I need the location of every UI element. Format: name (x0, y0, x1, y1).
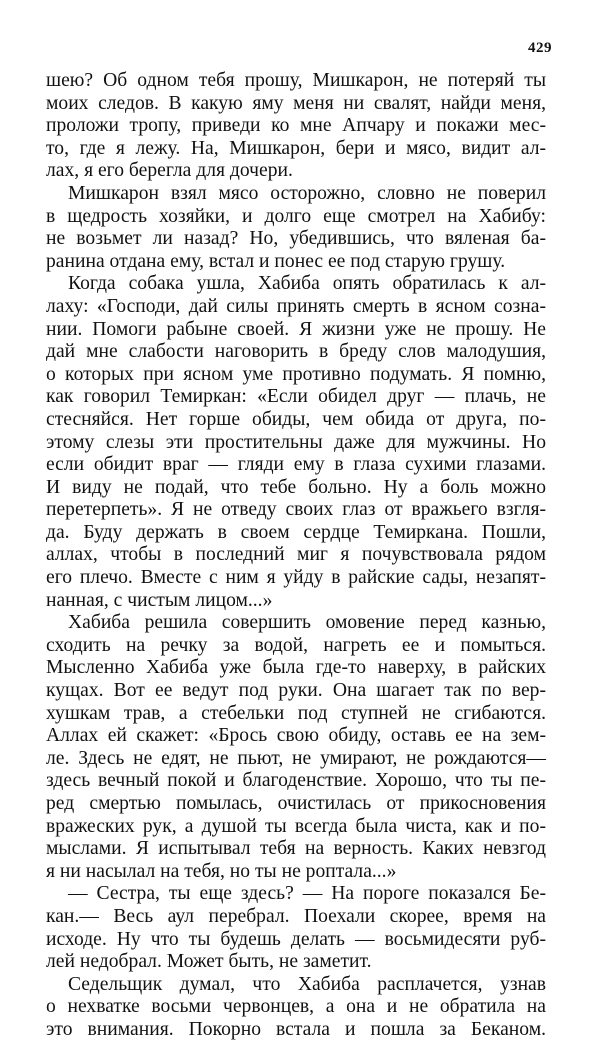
text-line: мыслами. Я испытывал тебя на верность. Каких невзгод (46, 838, 546, 860)
text-line: лах, я его берегла для дочери. (46, 160, 293, 182)
paragraph (46, 612, 546, 883)
text-line: кан.— Весь аул перебрал. Поехали скорее, время на (46, 905, 546, 927)
text-line: стесняйся. Нет горше обиды, чем обида от друга, по- (46, 408, 546, 430)
text-line: Мишкарон взял мясо осторожно, словно не поверил (68, 182, 546, 204)
text-line: ле. Здесь не едят, не пьют, не умирают, не рождаются— (46, 747, 546, 769)
paragraph (46, 70, 546, 183)
paragraph (46, 273, 546, 612)
text-line: шею? Об одном тебя прошу, Мишкарон, не потеряй ты (46, 70, 546, 91)
paragraph (46, 183, 546, 273)
text-line: лей недобрал. Может быть, не заметит. (46, 951, 372, 973)
text-line: проложи тропу, приведи ко мне Апчару и покажи мес- (46, 115, 546, 137)
paragraph (46, 883, 546, 973)
text-line: это внимания. Покорно встала и пошла за Беканом. (46, 1018, 546, 1040)
text-line: дай мне слабости наговорить в бреду слов малодушия, (46, 341, 546, 363)
text-line: Хабиба решила совершить омовение перед казнью, (68, 612, 546, 634)
text-line: ранина отдана ему, встал и понес ее под старую грушу. (46, 250, 506, 272)
text-line: в щедрость хозяйки, и долго еще смотрел на Хабибу: (46, 205, 546, 227)
text-line: кущах. Вот ее ведут под руки. Она шагает так по вер- (46, 680, 546, 702)
text-line: то, где я лежу. На, Мишкарон, бери и мясо, видит ал- (46, 137, 546, 159)
text-line: его плечо. Вместе с ним я уйду в райские сады, незапят- (46, 567, 546, 589)
text-line: Седельщик думал, что Хабиба расплачется, узнав (68, 973, 546, 995)
text-line: лаху: «Господи, дай силы принять смерть в ясном созна- (46, 295, 546, 317)
text-line: сходить на речку за водой, нагреть ее и помыться. (46, 634, 546, 656)
text-line: о которых при ясном уме противно подумать. Я помню, (46, 363, 546, 385)
text-line: если обидит враг — гляди ему в глаза сухими глазами. (46, 454, 546, 476)
text-line: хушкам трав, а стебельки под ступней не сгибаются. (46, 702, 546, 724)
text-line: Когда собака ушла, Хабиба опять обратилась к ал- (68, 273, 546, 295)
paragraph (46, 974, 546, 1042)
text-line: ред смертью помылась, очистилась от прикосновения (46, 793, 546, 814)
text-body (46, 70, 546, 1042)
text-line: И виду не подай, что тебе больно. Ну а боль можно (46, 476, 546, 498)
text-line: этому слезы эти простительны даже для мужчины. Но (46, 431, 546, 453)
text-line: Аллах ей скажет: «Брось свою обиду, оставь ее на зем- (46, 725, 546, 747)
text-line: здесь вечный покой и благоденствие. Хорошо, что ты пе- (46, 770, 546, 792)
page-number: 429 (528, 40, 552, 56)
text-line: исходе. Ну что ты будешь делать — восьмидесяти руб- (46, 928, 546, 950)
text-line: аллах, чтобы в последний миг я почувствовала рядом (46, 544, 546, 566)
text-line: о нехватке восьми червонцев, а она и не обратила на (46, 996, 546, 1018)
text-line: нии. Помоги рабыне своей. Я жизни уже не прошу. Не (46, 318, 546, 340)
text-line: я ни насылал на тебя, но ты не роптала...» (46, 860, 397, 882)
text-line: перетерпеть». Я не отведу своих глаз от вражьего взгля- (46, 499, 546, 521)
text-line: нанная, с чистым лицом...» (46, 589, 273, 611)
text-line: не возьмет ли назад? Но, убедившись, что вяленая ба- (46, 228, 546, 250)
text-line: да. Буду держать в своем сердце Темиркана. Пошли, (46, 521, 546, 543)
text-line: Мысленно Хабиба уже была где-то наверху, в райских (46, 657, 546, 679)
text-line: как говорил Темиркан: «Если обидел друг — плачь, не (46, 386, 546, 408)
text-line: — Сестра, ты еще здесь? — На пороге показался Бе- (68, 883, 546, 905)
text-line: вражеских рук, а душой ты всегда была чиста, как и по- (46, 815, 546, 837)
text-line: моих следов. В какую яму меня ни свалят, найди меня, (46, 92, 546, 114)
